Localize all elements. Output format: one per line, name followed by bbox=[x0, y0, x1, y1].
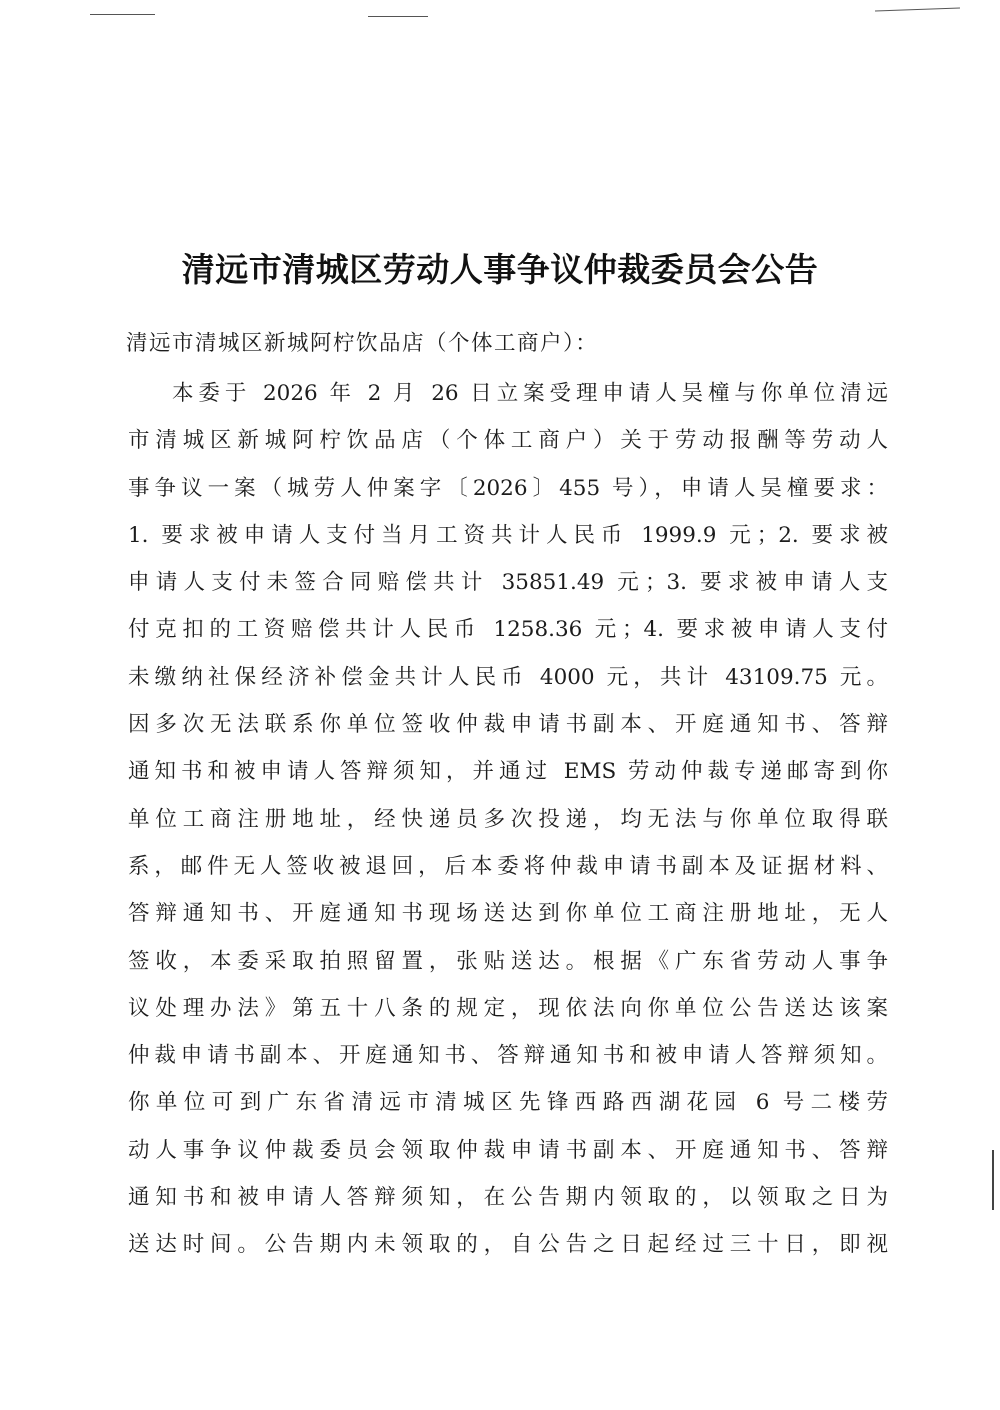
body-line: 单位工商注册地址，经快递员多次投递，均无法与你单位取得联 bbox=[128, 806, 888, 832]
body-line: 答辩通知书、开庭通知书现场送达到你单位工商注册地址，无人 bbox=[128, 901, 888, 927]
body-line: 事争议一案（城劳人仲案字〔2026〕455 号），申请人吴橦要求： bbox=[128, 475, 888, 501]
body-line: 系，邮件无人签收被退回，后本委将仲裁申请书副本及证据材料、 bbox=[128, 853, 888, 879]
body-line: 你单位可到广东省清远市清城区先锋西路西湖花园 6 号二楼劳 bbox=[128, 1090, 888, 1116]
scan-artifact-line bbox=[90, 14, 155, 15]
body-line: 动人事争议仲裁委员会领取仲裁申请书副本、开庭通知书、答辩 bbox=[128, 1137, 888, 1163]
body-line: 仲裁申请书副本、开庭通知书、答辩通知书和被申请人答辩须知。 bbox=[128, 1043, 888, 1069]
body-line: 签收，本委采取拍照留置，张贴送达。根据《广东省劳动人事争 bbox=[128, 948, 888, 974]
addressee: 清远市清城区新城阿柠饮品店（个体工商户）： bbox=[126, 331, 599, 356]
body-line: 市清城区新城阿柠饮品店（个体工商户）关于劳动报酬等劳动人 bbox=[128, 428, 888, 454]
body-line: 1. 要求被申请人支付当月工资共计人民币 1999.9 元；2. 要求被 bbox=[128, 522, 888, 548]
notice-body bbox=[128, 370, 888, 1269]
document-title: 清远市清城区劳动人事争议仲裁委员会公告 bbox=[181, 250, 819, 290]
body-line: 通知书和被申请人答辩须知，在公告期内领取的，以领取之日为 bbox=[128, 1185, 888, 1211]
body-line: 送达时间。公告期内未领取的，自公告之日起经过三十日，即视 bbox=[128, 1232, 888, 1258]
body-line: 本委于 2026 年 2 月 26 日立案受理申请人吴橦与你单位清远 bbox=[172, 381, 888, 406]
scan-artifact-line bbox=[368, 16, 428, 17]
scan-edge-artifact bbox=[992, 1150, 994, 1210]
body-line: 未缴纳社保经济补偿金共计人民币 4000 元，共计 43109.75 元。 bbox=[128, 664, 888, 690]
body-line: 因多次无法联系你单位签收仲裁申请书副本、开庭通知书、答辩 bbox=[128, 712, 888, 738]
body-line: 申请人支付未签合同赔偿共计 35851.49 元；3. 要求被申请人支 bbox=[128, 570, 888, 596]
body-line: 议处理办法》第五十八条的规定，现依法向你单位公告送达该案 bbox=[128, 995, 888, 1021]
body-line: 付克扣的工资赔偿共计人民币 1258.36 元；4. 要求被申请人支付 bbox=[128, 617, 888, 643]
scan-artifact-line bbox=[875, 8, 960, 12]
body-line: 通知书和被申请人答辩须知，并通过 EMS 劳动仲裁专递邮寄到你 bbox=[128, 759, 888, 785]
